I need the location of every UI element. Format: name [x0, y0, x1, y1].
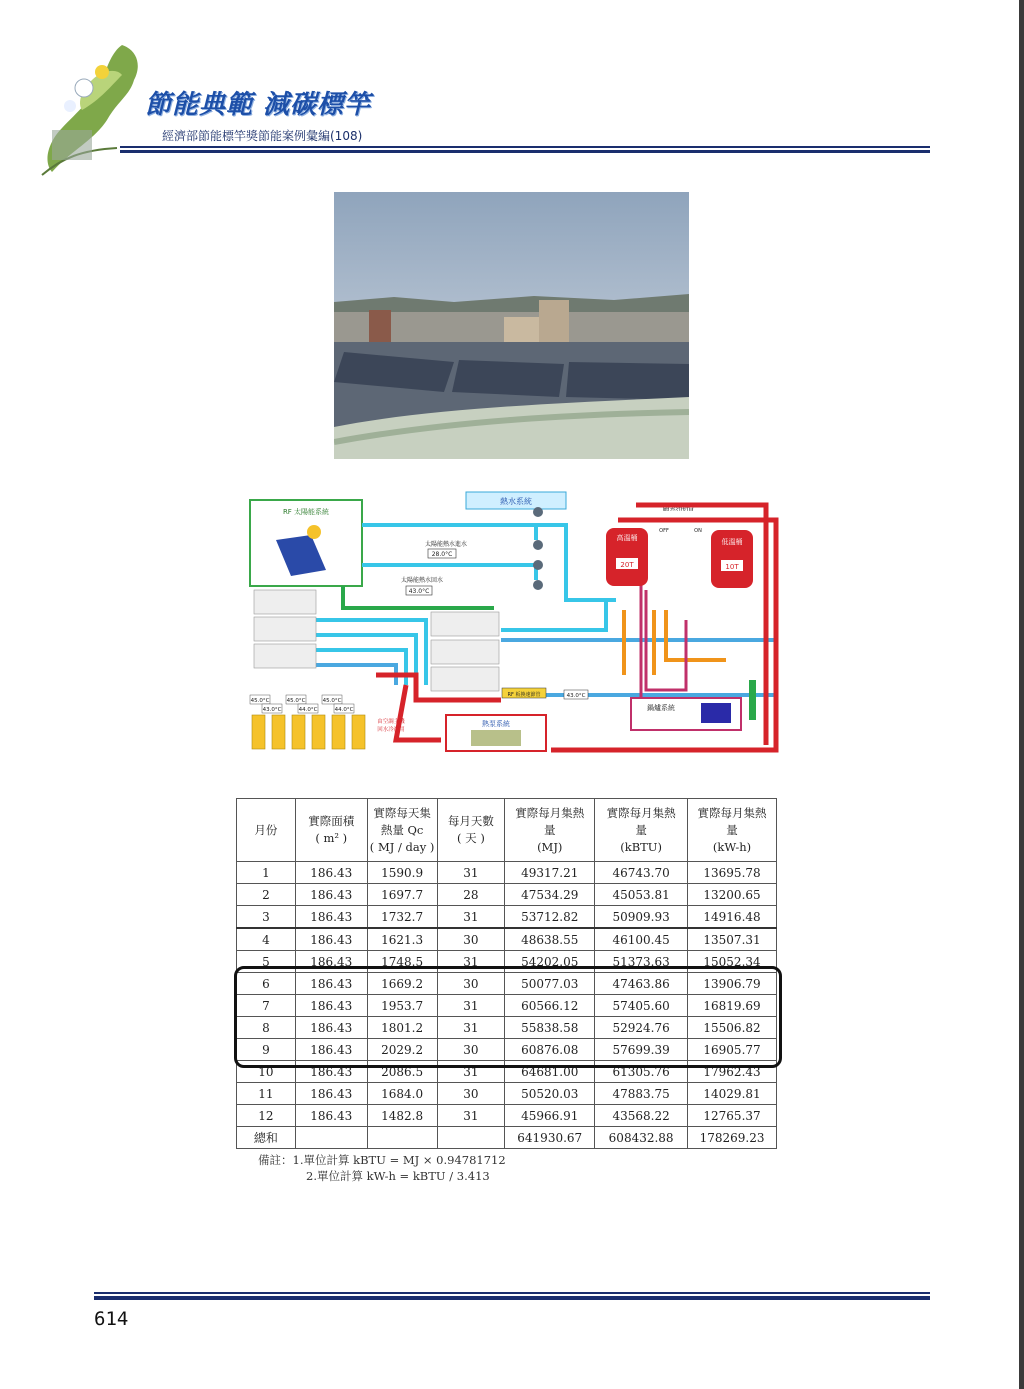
cell-mj: 60566.12	[505, 995, 595, 1017]
cell-mj: 48638.55	[505, 928, 595, 951]
cell-daily-heat: 1482.8	[367, 1105, 437, 1127]
cell-area: 186.43	[295, 862, 367, 884]
footer-rule-bottom	[94, 1296, 930, 1300]
table-header-row	[237, 799, 777, 862]
cell-kbtu: 50909.93	[595, 906, 688, 929]
cell-mj: 60876.08	[505, 1039, 595, 1061]
cell-daily-heat: 2086.5	[367, 1061, 437, 1083]
cell-kbtu: 47883.75	[595, 1083, 688, 1105]
high-temperature-tank	[606, 528, 648, 586]
hot-water-system-diagram	[246, 490, 784, 755]
cell-mj: 47534.29	[505, 884, 595, 906]
cell-kbtu: 57405.60	[595, 995, 688, 1017]
header-daily-heat: 實際每天集 熱量 Qc ( MJ / day )	[367, 799, 437, 862]
cell-days: 28	[437, 884, 505, 906]
cell-area: 186.43	[295, 951, 367, 973]
cell-mj: 64681.00	[505, 1061, 595, 1083]
cell-kwh: 12765.37	[688, 1105, 777, 1127]
header-month: 月份	[237, 799, 296, 862]
exchanger-temp: 43.0°C	[566, 693, 586, 699]
valve-off-label: OFF	[659, 528, 669, 534]
cell-kbtu: 45053.81	[595, 884, 688, 906]
cell-daily-heat: 2029.2	[367, 1039, 437, 1061]
svg-text:45.0°C: 45.0°C	[286, 698, 306, 704]
cell-daily-heat: 1684.0	[367, 1083, 437, 1105]
cell-area	[295, 1127, 367, 1149]
cell-days: 31	[437, 995, 505, 1017]
solar-supply-label: 太陽能熱水進水	[424, 541, 468, 548]
cell-month: 6	[237, 973, 296, 995]
cell-month: 3	[237, 906, 296, 929]
header-days: 每月天數 ( 天 )	[437, 799, 505, 862]
cell-kbtu: 608432.88	[595, 1127, 688, 1149]
cell-month: 4	[237, 928, 296, 951]
brand-title: 節能典範 減碳標竿	[145, 90, 372, 120]
cell-area: 186.43	[295, 1039, 367, 1061]
footer-rule-top	[94, 1292, 930, 1294]
cell-area: 186.43	[295, 906, 367, 929]
cell-daily-heat: 1621.3	[367, 928, 437, 951]
cell-month: 8	[237, 1017, 296, 1039]
cell-month: 7	[237, 995, 296, 1017]
hot-water-system-label: 熱水系統	[500, 497, 532, 506]
solar-return-temp: 43.0°C	[408, 588, 430, 595]
cell-kwh: 13695.78	[688, 862, 777, 884]
cell-days: 31	[437, 1105, 505, 1127]
cell-kwh: 13200.65	[688, 884, 777, 906]
storage-tanks-label: 儲熱桶槽	[662, 503, 694, 512]
table-row	[237, 928, 777, 951]
page-number: 614	[94, 1308, 129, 1330]
header-monthly-mj: 實際每月集熱 量 (MJ)	[505, 799, 595, 862]
table-note-2: 2.單位計算 kW-h = kBTU / 3.413	[306, 1169, 490, 1183]
cell-daily-heat: 1590.9	[367, 862, 437, 884]
exchanger-label: RF 板換速節管	[507, 692, 541, 698]
cell-days: 31	[437, 1061, 505, 1083]
table-total-row	[237, 1127, 777, 1149]
cell-kwh: 15052.34	[688, 951, 777, 973]
cell-area: 186.43	[295, 1061, 367, 1083]
cell-daily-heat: 1953.7	[367, 995, 437, 1017]
heat-pump-label: 熱泵系統	[482, 720, 510, 728]
cell-month: 1	[237, 862, 296, 884]
cell-mj: 53712.82	[505, 906, 595, 929]
cell-kwh: 15506.82	[688, 1017, 777, 1039]
cell-month: 10	[237, 1061, 296, 1083]
svg-text:高溫桶: 高溫桶	[616, 534, 638, 542]
table-note-1: 備註：1.單位計算 kBTU = MJ × 0.94781712	[258, 1153, 506, 1167]
cell-kbtu: 47463.86	[595, 973, 688, 995]
header-monthly-kbtu: 實際每月集熱 量 (kBTU)	[595, 799, 688, 862]
cell-month: 5	[237, 951, 296, 973]
header-rule-top	[120, 146, 930, 148]
cell-kwh: 13906.79	[688, 973, 777, 995]
low-temperature-tank	[711, 530, 753, 588]
cell-kwh: 178269.23	[688, 1127, 777, 1149]
svg-text:45.0°C: 45.0°C	[322, 698, 342, 704]
cell-kwh: 17962.43	[688, 1061, 777, 1083]
cell-mj: 45966.91	[505, 1105, 595, 1127]
cell-days: 31	[437, 951, 505, 973]
boiler-label: 鍋爐系統	[647, 704, 675, 712]
cell-days: 31	[437, 1017, 505, 1039]
cell-kbtu: 46100.45	[595, 928, 688, 951]
cell-kbtu: 57699.39	[595, 1039, 688, 1061]
cell-month: 9	[237, 1039, 296, 1061]
cell-mj: 50077.03	[505, 973, 595, 995]
cell-area: 186.43	[295, 995, 367, 1017]
cell-area: 186.43	[295, 928, 367, 951]
page-edge	[1019, 0, 1024, 1389]
cell-area: 186.43	[295, 884, 367, 906]
heater-units	[252, 715, 365, 749]
cell-kwh: 14916.48	[688, 906, 777, 929]
cell-days: 30	[437, 928, 505, 951]
cell-mj: 49317.21	[505, 862, 595, 884]
cell-days: 31	[437, 862, 505, 884]
solar-panel-rooftop-photo	[334, 192, 689, 459]
cell-daily-heat	[367, 1127, 437, 1149]
header-area: 實際面積 ( m² )	[295, 799, 367, 862]
svg-text:43.0°C: 43.0°C	[262, 707, 282, 713]
cell-mj: 54202.05	[505, 951, 595, 973]
publication-subtitle: 經濟部節能標竿獎節能案例彙編(108)	[162, 129, 363, 143]
header-rule-bottom	[120, 150, 930, 153]
table-row	[237, 862, 777, 884]
cell-kbtu: 43568.22	[595, 1105, 688, 1127]
table-row	[237, 1105, 777, 1127]
cell-daily-heat: 1732.7	[367, 906, 437, 929]
cell-daily-heat: 1748.5	[367, 951, 437, 973]
cell-kbtu: 61305.76	[595, 1061, 688, 1083]
svg-text:45.0°C: 45.0°C	[250, 698, 270, 704]
valve-on-label: ON	[694, 528, 702, 534]
cell-days: 30	[437, 1039, 505, 1061]
cell-area: 186.43	[295, 1017, 367, 1039]
cooling-note-2: 回水冷卻用	[377, 727, 405, 733]
cell-daily-heat: 1801.2	[367, 1017, 437, 1039]
svg-text:44.0°C: 44.0°C	[298, 707, 318, 713]
solar-return-label: 太陽能熱水回水	[400, 577, 444, 584]
cell-area: 186.43	[295, 1083, 367, 1105]
cell-kbtu: 46743.70	[595, 862, 688, 884]
cooling-note-1: 由空調主機	[377, 719, 405, 725]
cell-mj: 50520.03	[505, 1083, 595, 1105]
svg-text:低溫桶: 低溫桶	[721, 538, 743, 546]
cell-kwh: 16819.69	[688, 995, 777, 1017]
cell-area: 186.43	[295, 973, 367, 995]
svg-text:20T: 20T	[620, 561, 634, 569]
table-row	[237, 906, 777, 929]
table-row	[237, 884, 777, 906]
cell-month: 12	[237, 1105, 296, 1127]
svg-text:44.0°C: 44.0°C	[334, 707, 354, 713]
cell-mj: 641930.67	[505, 1127, 595, 1149]
cell-kbtu: 51373.63	[595, 951, 688, 973]
svg-text:10T: 10T	[725, 563, 739, 571]
cell-days: 31	[437, 906, 505, 929]
cell-area: 186.43	[295, 1105, 367, 1127]
cell-kwh: 16905.77	[688, 1039, 777, 1061]
cell-daily-heat: 1669.2	[367, 973, 437, 995]
cell-days: 30	[437, 973, 505, 995]
cell-daily-heat: 1697.7	[367, 884, 437, 906]
cell-month: 2	[237, 884, 296, 906]
cell-kwh: 13507.31	[688, 928, 777, 951]
highlight-box-jun-sep	[234, 966, 782, 1068]
solar-system-label: RF 太陽能系統	[282, 508, 330, 516]
cell-days	[437, 1127, 505, 1149]
table-row	[237, 1083, 777, 1105]
cell-mj: 55838.58	[505, 1017, 595, 1039]
total-label: 總和	[237, 1127, 296, 1149]
cell-month: 11	[237, 1083, 296, 1105]
cell-kwh: 14029.81	[688, 1083, 777, 1105]
header-monthly-kwh: 實際每月集熱 量 (kW-h)	[688, 799, 777, 862]
cell-days: 30	[437, 1083, 505, 1105]
cell-kbtu: 52924.76	[595, 1017, 688, 1039]
solar-supply-temp: 28.0°C	[431, 551, 453, 558]
